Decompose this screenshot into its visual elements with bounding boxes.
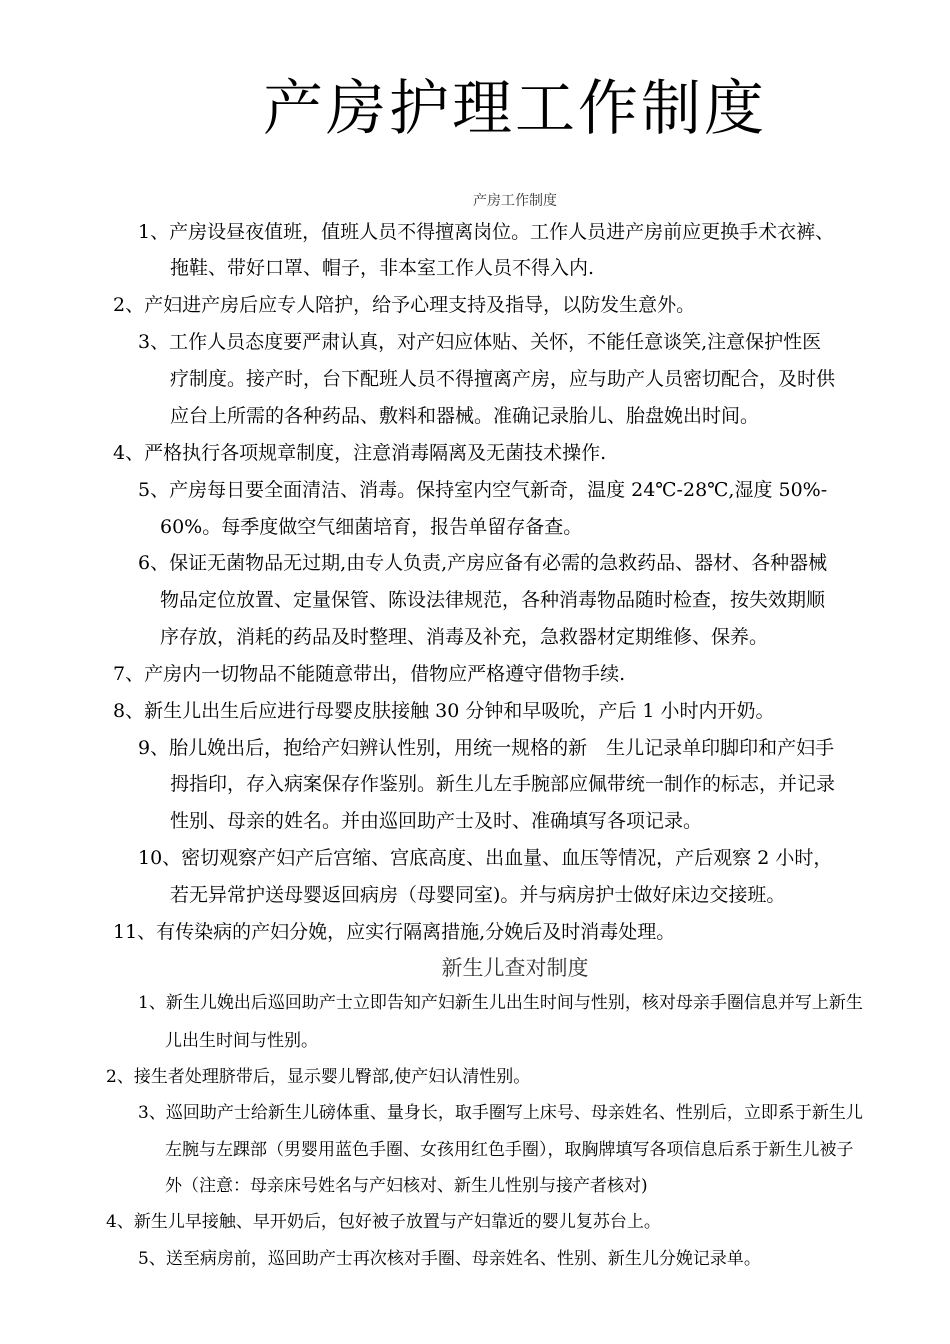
section-title: 新生儿查对制度 — [441, 956, 589, 980]
rule-line: 60%。每季度做空气细菌培育，报告单留存备查。 — [160, 516, 583, 538]
document-title: 产房护理工作制度 — [263, 74, 767, 144]
rule-line: 1、新生儿娩出后巡回助产士立即告知产妇新生儿出生时间与性别，核对母亲手圈信息并写上新生 — [138, 993, 863, 1013]
rule-line: 8、新生儿出生后应进行母婴皮肤接触 30 分钟和早吸吮，产后 1 小时内开奶。 — [113, 700, 775, 722]
rule-line: 序存放，消耗的药品及时整理、消毒及补充，急救器材定期维修、保养。 — [160, 626, 769, 648]
rule-line: 5、产房每日要全面清洁、消毒。保持室内空气新奇，温度 24℃-28℃,湿度 50%- — [138, 479, 828, 501]
rule-line: 10、密切观察产妇产后宫缩、宫底高度、出血量、血压等情况，产后观察 2 小时， — [138, 847, 833, 869]
rule-line: 外（注意：母亲床号姓名与产妇核对、新生儿性别与接产者核对) — [165, 1176, 648, 1196]
rule-line: 拇指印，存入病案保存作鉴别。新生儿左手腕部应佩带统一制作的标志，并记录 — [170, 773, 836, 795]
rule-line: 2、接生者处理脐带后，显示婴儿臀部,使产妇认清性别。 — [106, 1067, 531, 1087]
rule-line: 3、工作人员态度要严肃认真，对产妇应体贴、关怀，不能任意谈笑,注意保护性医 — [138, 331, 822, 353]
rule-line: 应台上所需的各种药品、敷料和器械。准确记录胎儿、胎盘娩出时间。 — [170, 405, 760, 427]
rule-line: 1、产房设昼夜值班，值班人员不得擅离岗位。工作人员进产房前应更换手术衣裤、 — [138, 221, 835, 243]
rule-line: 7、产房内一切物品不能随意带出，借物应严格遵守借物手续. — [113, 663, 626, 685]
rule-line: 左腕与左踝部（男婴用蓝色手圈、女孩用红色手圈），取胸牌填写各项信息后系于新生儿被子 — [165, 1140, 854, 1160]
rule-line: 4、新生儿早接触、早开奶后，包好被子放置与产妇靠近的婴儿复苏台上。 — [106, 1212, 661, 1232]
document-subtitle: 产房工作制度 — [473, 193, 557, 209]
rule-line: 拖鞋、带好口罩、帽子，非本室工作人员不得入内. — [170, 257, 595, 279]
rule-line: 儿出生时间与性别。 — [165, 1031, 318, 1051]
rule-line: 性别、母亲的姓名。并由巡回助产士及时、准确填写各项记录。 — [170, 810, 703, 832]
rule-line: 若无异常护送母婴返回病房（母婴同室)。并与病房护士做好床边交接班。 — [170, 884, 786, 906]
rule-line: 物品定位放置、定量保管、陈设法律规范，各种消毒物品随时检查，按失效期顺 — [160, 589, 826, 611]
rule-line: 4、严格执行各项规章制度，注意消毒隔离及无菌技术操作. — [113, 442, 607, 464]
rule-line: 疗制度。接产时，台下配班人员不得擅离产房，应与助产人员密切配合，及时供 — [170, 368, 836, 390]
rule-line: 2、产妇进产房后应专人陪护，给予心理支持及指导，以防发生意外。 — [113, 294, 696, 316]
rule-line: 9、胎儿娩出后，抱给产妇辨认性别，用统一规格的新 生儿记录单印脚印和产妇手 — [138, 737, 835, 759]
rule-line: 5、送至病房前，巡回助产士再次核对手圈、母亲姓名、性别、新生儿分娩记录单。 — [138, 1249, 761, 1269]
rule-line: 11、有传染病的产妇分娩，应实行隔离措施,分娩后及时消毒处理。 — [113, 921, 676, 943]
rule-line: 6、保证无菌物品无过期,由专人负责,产房应备有必需的急救药品、器材、各种器械 — [138, 552, 828, 574]
rule-line: 3、巡回助产士给新生儿磅体重、量身长，取手圈写上床号、母亲姓名、性别后，立即系于新生儿 — [138, 1103, 863, 1123]
